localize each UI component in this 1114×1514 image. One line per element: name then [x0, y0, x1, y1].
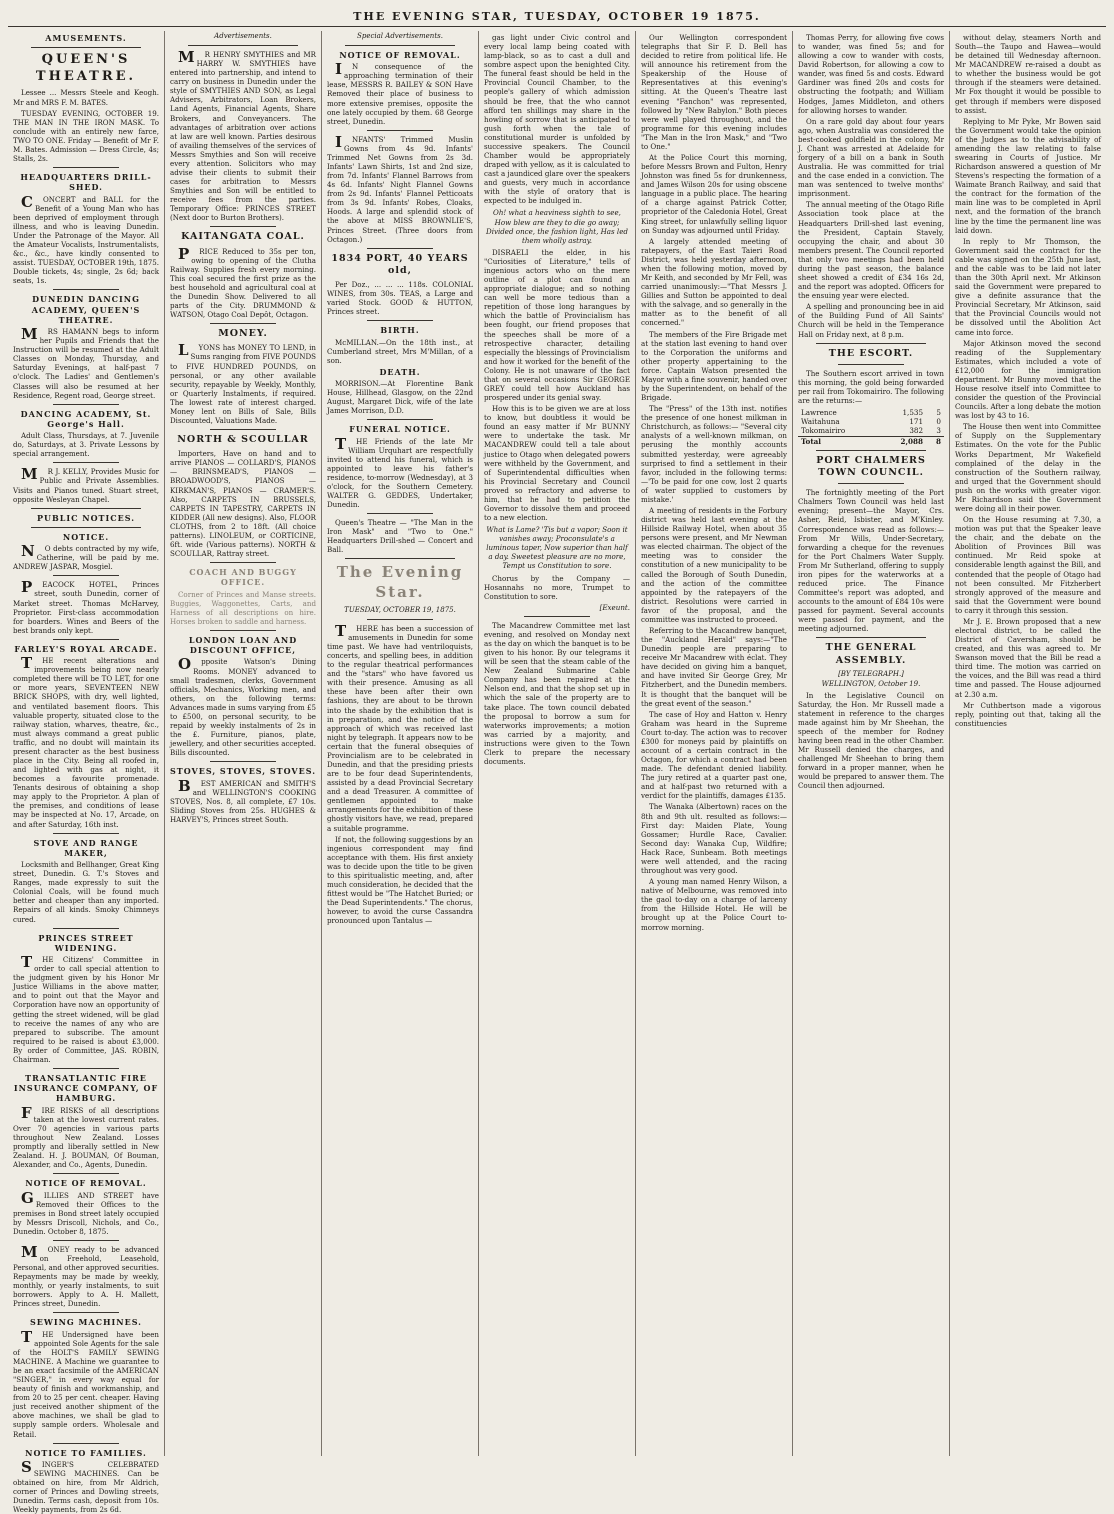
money-title: MONEY. — [218, 328, 268, 340]
article-2: On a rare gold day about four years ago, when Australia was considered the best-cooked goldfield in the colony, Mr J. Chant was arrested at Adelaide for forgery of a bill on a bank in South Australia. He was committed for trial and the case ended in a conviction. The man was sentenced to twelve months' imprisonment. — [798, 116, 944, 199]
table-row — [798, 426, 944, 436]
insurance-title: TRANSATLANTIC FIRE INSURANCE COMPANY, OF HAMBURG. — [13, 1073, 159, 1104]
verse-2: What is Lame? 'Tis but a vapor; Soon it vanishes away; Proconsulate's a luminous taper, Now superior than half a day. Sweetest pleasure are no more, Tempt us Constitution to sore. — [486, 525, 628, 571]
dateline: TUESDAY, OCTOBER 19, 1875. — [344, 605, 456, 614]
escort-table — [798, 408, 944, 446]
escort-place: Tokomairiro — [801, 426, 846, 436]
widening-title: PRINCES STREET WIDENING. — [38, 932, 134, 953]
article-2: Replying to Mr Pyke, Mr Bowen said the Government would take the opinion of the Judges as to the advisability of amending the law relating to false swearing in Courts of Justice. Mr Richardson answered a question of Mr Stevens's respecting the formation of a Waimate Branch Railway, and said that the contract for the formation of the main line was to be completed in April next, and the formation of the branch line by the time the permanent line was laid down. — [955, 116, 1101, 235]
article-1: without delay, steamers North and South—the Taupo and Hawea—would be detained till Wednesday afternoon. Mr MACANDREW re-raised a doubt as to whether the business would be got through if the steamers were detained. Mr Fox thought it would be possible to get through if members were disposed to assist. — [955, 33, 1101, 115]
escort-dwt: 0 — [936, 417, 941, 427]
stoves-title: STOVES, STOVES, STOVES. — [170, 766, 316, 777]
smythies-text: MR HENRY SMYTHIES and MR HARRY W. SMYTHIES have entered into partnership, and intend to carry on business in Dunedin under the style of SMYTHIES AND SON, as Legal Advisers, Arbitrators, Loan Brokers, Land Agents, Financial Agents, Share Brokers, and Conveyancers. The advantages of arbitration over actions at law are well known. Parties desirous of availing themselves of the services of Messrs Smythies and Son will receive every attention. Solicitors who may advise their clients to submit their cases for arbitration to Messrs Smythies and Son will be entitled to receive fees from the parties. Temporary Office: PRINCES STREET (Next door to Burton Brothers). — [170, 47, 316, 223]
funeral-text: THE Friends of the late Mr William Urquhart are respectfully invited to attend his funeral, which is appointed to leave his father's residence, to-morrow (Wednesday), at 3 o'clock, for the Southern Cemetery. WALTER G. GEDDES, Undertaker, Dunedin. — [327, 434, 473, 510]
theatre-text: TUESDAY EVENING, OCTOBER 19. THE MAN IN THE IRON MASK. To conclude with an entirely new farce, TWO TO ONE. Friday — Benefit of Mr F. M. Bates. Admission — Dress Circle, 4s; Stalls, 2s. — [13, 108, 159, 164]
article-6: On the House resuming at 7.30, a motion was put that the Speaker leave the chair, and the debate on the Abolition of Provinces Bill was continued. Mr Reid spoke at considerable length against the Bill, and contended that the people of Otago had not been consulted. Mr Fitzherbert strongly approved of the measure and said that the Government were bound to carry it through this session. — [955, 515, 1101, 615]
death-text: MORRISON.—At Florentine Bank House, Hillhead, Glasgow, on the 22nd August, Margaret Dick, wife of the late James Morrison, D.D. — [327, 379, 473, 416]
table-row — [798, 417, 944, 426]
masthead-title: THE EVENING STAR, TUESDAY, OCTOBER 19 1875. — [353, 9, 761, 23]
chorus: Chorus by the Company — Hosannahs no more, Trumpet to Constitution to sore. — [484, 573, 630, 601]
article-8: The case of Hoy and Hatton v. Henry Graham was heard in the Supreme Court to-day. The action was to recover £300 for moneys paid by plaintiffs on account of a certain contract in the Octagon, for which a contract had been made. The defendant denied liability. The jury retired at a quarter past one, and at half-past two returned with a verdict for the plaintiffs, damages £135. — [641, 709, 787, 801]
notice-text: NO debts contracted by my wife, Catherine, will be paid by me. ANDREW JASPAR, Mosgiel. — [13, 542, 159, 572]
column-3 — [322, 31, 479, 1456]
removal-text: GILLIES AND STREET have Removed their Offices to the premises in Bond street lately occupied by Messrs Driscoll, Nichols, and Co., Dunedin. October 8, 1875. — [13, 1188, 159, 1236]
article-4: The members of the Fire Brigade met at the station last evening to hand over to the Corporation the uniforms and other property appertaining to the force. Captain Watson presented the Mayor with a fine souvenir, handed over by the Superintendent, on behalf of the Brigade. — [641, 329, 787, 403]
escort-oz: 382 — [909, 426, 924, 436]
section-heading: Advertisements. — [214, 32, 272, 40]
funeral-title: FUNERAL NOTICE. — [349, 424, 451, 435]
stove-text: Locksmith and Bellhanger, Great King street, Dunedin. G. T.'s Stoves and Ranges, made expressly to suit the Colonial Coals, will be found much better and cheaper than any imported. Repairs of all kinds. Smoky Chimneys cured. — [13, 860, 159, 924]
column-5 — [636, 31, 793, 1456]
escort-oz: 1,535 — [902, 408, 924, 418]
article-3: A largely attended meeting of ratepayers, of the East Taieri Road District, was held yesterday afternoon, when the following motion, moved by Mr Keith, and seconded by Mr Fell, was carried unanimously:—"That Messrs J. Gillies and Sutton be appointed to deal with the salvage, and so generally in the matter as to the benefit of all concerned." — [641, 236, 787, 328]
peacock-text: PEACOCK HOTEL, Princes street, south Dunedin, corner of Market street. Thomas McHarvey, Proprietor. First-class accommodation for boarders. Wines and Beers of the best brands only kept. — [13, 578, 159, 635]
widening-text: THE Citizens' Committee in order to call special attention to the judgment given by his Honor Mr Justice Williams in the above matter, and to point out that the Mayor and Corporation have now an opportunity of getting the street widened, will be glad to receive the names of any who are prepared to subscribe. The amount required to be raised is about £3,000. By order of Committee, JAS. ROBIN, Chairman. — [13, 953, 159, 1064]
escort-total-dwt: 8 — [926, 436, 944, 446]
families-title: NOTICE TO FAMILIES. — [25, 1447, 147, 1458]
short-text: Queen's Theatre — "The Man in the Iron Mask" and "Two to One." Headquarters Drill-shed — Concert and Ball. — [327, 518, 473, 555]
coach-title: COACH AND BUGGY OFFICE. — [189, 567, 297, 588]
escort-place: Waitahuna — [801, 417, 840, 427]
council-title: PORT CHALMERS TOWN COUNCIL. — [816, 454, 926, 479]
table-row-total — [798, 436, 944, 446]
insurance-text: FIRE RISKS of all descriptions taken at the lowest current rates. Over 70 agencies in various parts throughout New Zealand. Losses promptly and liberally settled in New Zealand. H. J. BOUMAN, Of Bouman, Alexander, and Co., Agents, Dunedin. — [13, 1103, 159, 1170]
masthead — [8, 6, 1106, 27]
article-4: The Macandrew Committee met last evening, and resolved on Monday next as the day on which the banquet is to be given to his honor. By our telegrams it will be seen that the steam cable of the New Zealand Submarine Cable Company has been repaired at the Nelson end, and that the shop set up in which the sale of the property are to take place. The town council debated the proposal to borrow a sum for waterworks improvements; a motion was carried by a majority, and instructions were given to the Town Clerk to prepare the necessary documents. — [484, 620, 630, 767]
article-5: The "Press" of the 13th inst. notifies the presence of one honest milkman in Christchurch, as follows:— "Several city analysts of a well-known milkman, on perusing the monthly accounts submitted yesterday, were agreeably surprised to find a settlement in their favor, included in the following terms:—'To be paid for one cow, lost 2 quarts of water supplied to customers by mistake.' — [641, 404, 787, 504]
port-text: Per Doz., ... ... ... 118s. COLONIAL WINES, from 30s. TEAS, a Large and varied Stock. GOOD & HUTTON, Princes street. — [327, 279, 473, 317]
stoves-text: BEST AMERICAN and SMITH'S and WELLINGTON'S COOKING STOVES, Nos. 8, all complete, £7 10s. Sliding Stoves from 25s. HUGHES & HARVEY'S, Princes street South. — [170, 776, 316, 824]
article-5: The House then went into Committee of Supply on the Supplementary Estimates. On the vote for the Public Works Department, Mr Wakefield complained of the delay in the construction of the Southern railway, and urged that the Government should push on the works with greater vigor. Mr Richardson said the Government were doing all in their power. — [955, 422, 1101, 513]
article-6: A meeting of residents in the Forbury district was held last evening at the Hillside Railway Hotel, when about 35 persons were present, and Mr Newman was elected chairman. The object of the meeting was to consider the constitution of a new municipality to be called the Borough of South Dunedin, and the action of the committee appointed by the ratepayers of the district. Resolutions were carried in favor of the proposal, and the committee was instructed to proceed. — [641, 505, 787, 624]
coal-text: PRICE Reduced to 35s per ton, owing to opening of the Clutha Railway. Supplies fresh every morning. This coal secured the first prize as the best household and agricultural coal at the Dunedin Show. Delivered to all parts of the City. DRUMMOND & WATSON, Otago Coal Depôt, Octagon. — [170, 244, 316, 320]
money-text: MONEY ready to be advanced on Freehold, Leasehold, Personal, and other approved securities. Repayments may be made by weekly, monthly, or yearly instalments, to suit borrowers. Apply to A. H. Mallett, Princes street, Dunedin. — [13, 1242, 159, 1309]
column-6 — [793, 31, 950, 1456]
article-7: Referring to the Macandrew banquet, the "Auckland Herald" says:—"The Dunedin people are preparing to receive Mr Macandrew with éclat. They have decided on giving him a banquet, and have invited Sir George Grey, Mr Fitzherbert, and the Dunedin members. It is thought that the banquet will be the great event of the season." — [641, 626, 787, 708]
theatre-sub: Lessee ... Messrs Steele and Keogh. Mr and MRS F. M. BATES. — [13, 88, 159, 107]
kelly-text: MR J. KELLY, Provides Music for Public and Private Assemblies. Visits and Pianos tuned. Stuart street, opposite Wesleyan Chapel. — [13, 465, 159, 504]
section-heading: AMUSEMENTS. — [45, 33, 127, 43]
assembly-sub: [BY TELEGRAPH.] — [838, 669, 904, 678]
verse-1: Oh! what a heaviness sighth to see, How blew are they to die go away; Divided once, the fashion light, Has led them wholly astray. — [486, 208, 628, 245]
assembly-text: In the Legislative Council on Saturday, the Hon. Mr Russell made a statement in reference to the charges made against him by Mr Sheehan, the speech of the member for Rodney having been read in the other Chamber. Mr Russell denied the charges, and challenged Mr Sheehan to bring them forward in a proper manner, when he would be prepared to answer them. The Council then adjourned. — [798, 690, 944, 791]
escort-dwt: 3 — [936, 426, 941, 436]
column-7 — [950, 31, 1106, 1456]
theatre-title: QUEEN'S THEATRE. — [35, 52, 137, 84]
article-4: Major Atkinson moved the second reading of the Supplementary Estimates, which included a vote of £12,000 for the immigration department. Mr Bunny moved that the House resolve itself into Committee to consider the question of the Provincial Councils. After a long debate the motion was lost by 43 to 16. — [955, 338, 1101, 421]
article-3: The annual meeting of the Otago Rifle Association took place at the Headquarters Drill-shed last evening, the President, Captain Stavely, occupying the chair, and about 30 members present. The Council reported that only two meetings had been held during the past season, the balance sheet showed a credit of £34 16s 2d, and the report was adopted. Officers for the ensuing year were elected. — [798, 200, 944, 301]
article-1: gas light under Civic control and every local lamp being coated with lamp-black, so as to cast a dull and sombre aspect upon the benighted City. The funeral feast should be held in the Provincial Council Chamber, to the people's gallery of which admission should be free, that the who cannot afford ten shillings may share in the howling of sorrow that is anticipated to gush forth when the tale of constitutional murder is unfolded by successive speakers. The Council Chamber would be appropriately draped with yellow, as it is calculated to cast a jaundiced glare over the speakers and guests, very much in accordance with the style of oratory that is expected to be indulged in. — [484, 33, 630, 206]
article-2: DISRAELI the elder, in his "Curiosities of Literature," tells of ingenious actors who on the mere outline of a plot can found an appropriate dialogue; and so nothing can well be more tedious than a repetition of those long harangues by which the battle of Provincialism has been fought, our friend proposes that the speeches shall be more of a retrospective character, detailing especially the blessings of Provincialism and how it worked for the benefit of the Colony. He is not unaware of the fact that on several occasions Sir GEORGE GREY could tell how Auckland has prospered under its genial sway. — [484, 247, 630, 403]
families-text: SINGER'S CELEBRATED SEWING MACHINES. Can be obtained on hire, from Mr Aldrich, corner of Princes and Dowling streets, Dunedin. Terms cash, deposit from 10s. Weekly payments, from 2s 6d. — [13, 1457, 159, 1514]
escort-place: Lawrence — [801, 408, 837, 418]
article-2: If not, the following suggestions by an ingenious correspondent may find acceptance with them. His first anxiety was to decide upon the title to be given to this spiritualistic meeting, and, after much consideration, he decided that the fittest would be "The Hatchet Buried; or the Dead Superintendents." The chorus, however, to avoid the curse Cassandra pronounced upon Tantalus — — [327, 834, 473, 926]
arcade-text: THE recent alterations and improvements being now nearly completed there will be TO LET, for one or more years, SEVENTEEN NEW BRICK SHOPS, with dry, well lighted, and ventilated basement floors. This valuable property, situated close to the railway station, wharves, theatre, &c., must always command a great public traffic, and no doubt will maintain its present character as the best business place in the City. Being all roofed in, and lighted with gas at night, it becomes a favourite promenade. Tenants desirous of obtaining a shop may apply to the Proprietor. A plan of the premises, and conditions of lease may be inspected at No. 17, Arcade, on and after Saturday, 16th inst. — [13, 654, 159, 829]
section-heading: Special Advertisements. — [357, 32, 443, 40]
paper-title: The Evening Star. — [336, 563, 464, 601]
coach-text: Corner of Princes and Manse streets. Buggies, Waggonettes, Carts, and Harness of all descriptions on hire. Horses broken to saddle and harness. — [170, 589, 316, 626]
north-title: NORTH & SCOULLAR — [177, 434, 309, 446]
article-1: Thomas Perry, for allowing five cows to wander, was fined 5s; and for allowing a cow to wander with costs, David Robertson, for allowing a cow to wander, was fined 5s and costs. Edward Gardiner was fined 20s and costs for obstructing the footpath; and William Hodges, James Middleton, and others for allowing horses to wander. — [798, 33, 944, 115]
arcade-title: FARLEY'S ROYAL ARCADE. — [14, 643, 158, 654]
escort-title: THE ESCORT. — [828, 347, 914, 359]
sewing-text: THE Undersigned have been appointed Sole Agents for the sale of the HOLT'S FAMILY SEWING MACHINE. A Machine we guarantee to be an exact facsimile of the AMERICAN "SINGER," in every way equal for beauty of finish and workmanship, and from 20 to 25 per cent. cheaper. Having just received another shipment of the above machines, we shall be glad to supply sample orders. Wholesale and Retail. — [13, 1327, 159, 1439]
exeunt: [Exeunt. — [599, 602, 630, 612]
academy-title: DUNEDIN DANCING ACADEMY, QUEEN'S THEATRE. — [31, 294, 141, 325]
article-8: Mr Cuthbertson made a vigorous reply, pointing out that, taking all the constituencies — [955, 700, 1101, 728]
escort-total-label: Total — [798, 436, 880, 446]
drill-title: HEADQUARTERS DRILL-SHED. — [20, 172, 152, 193]
article-1: Our Wellington correspondent telegraphs that Sir F. D. Bell has decided to retire from political life. He will announce his retirement from the Speakership of the House of Representatives at this evening's sitting. At the Queen's Theatre last evening "Fanchon" was represented, followed by "New Babylon." Both pieces were well played throughout, and the programme for this evening includes "The Man in the Iron Mask," and "Two to One." — [641, 33, 787, 151]
public-heading: PUBLIC NOTICES. — [37, 512, 135, 523]
birth-text: McMILLAN.—On the 18th inst., at Cumberland street, Mrs M'Millan, of a son. — [327, 337, 473, 365]
drill-text: CONCERT and BALL for the Benefit of a Young Man who has been deprived of employment through illness, and who is leaving Dunedin. Under the Patronage of the Mayor. All the Amateur Vocalists, Instrumentalists, &c., &c., have kindly consented to assist. TUESDAY, OCTOBER 19th, 1875. Double tickets, 4s; single, 2s 6d; back seats, 1s. — [13, 192, 159, 286]
death-title: DEATH. — [379, 366, 421, 377]
removal-title: NOTICE OF REMOVAL. — [25, 1178, 147, 1189]
escort-oz: 171 — [909, 417, 924, 427]
article-1: THERE has been a succession of amusements in Dunedin for some time past. We have had ventriloquists, concerts, and spelling bees, in addition to the regular theatrical performances and the "stars" who have favored us with their presence. Amusing as all these have been after their own fashions, they are about to be thrown into the shade by the exhibition that is in preparation, and the notice of the approach of which was received last night by telegraph. It appears now to be certain that the funeral obsequies of Provincialism are to be celebrated in Dunedin, and that the presiding priests are to be four dead Superintendents, assisted by a dead Provincial Secretary and a dead Treasurer. A committee of gentlemen appointed to make arrangements for the exhibition of these ghostly visitors have, we read, prepared a suitable programme. — [327, 621, 473, 833]
academy-text: MRS HAMANN begs to inform her Pupils and Friends that the Instruction will be resumed at the Adult Classes on Monday, Thursday, and Saturday Evenings, at half-past 7 o'clock. The Ladies' and Gentlemen's Classes will also be resumed at her Residence, Regent road, George street. — [13, 325, 159, 400]
article-3: How this is to be given we are at loss to know, but doubtless it would be found an easy matter if Mr BUNNY were to undertake the task. Mr MACANDREW could tell a tale about justice to Otago when delegated powers were withheld by the Government, and of Superintendental difficulties when his Provincial Secretary and Council proved so refractory and adverse to him, that he had to petition the Governor to dissolve them and proceed to a new election. — [484, 404, 630, 523]
escort-intro: The Southern escort arrived in town this morning, the gold being forwarded per rail from Tokomairiro. The following are the returns:— — [798, 368, 944, 405]
assembly-dateline: WELLINGTON, October 19. — [821, 679, 921, 688]
infants-text: INFANTS' Trimmed Muslin Gowns from 4s 9d. Infants' Trimmed Net Gowns from 2s 3d. Infants' Lawn Shirts, 1st and 2nd size, from 7d. Infants' Flannel Barrows from 4s 6d. Infants' Night Flannel Gowns from 2s 9d. Infants' Flannel Petticoats from 3s 9d. Infants' Robes, Cloaks, Hoods. A large and splendid stock of the above at MISS BROWNLIE'S, Princes Street. (Three doors from Octagon.) — [327, 132, 473, 244]
table-row — [798, 408, 944, 417]
article-4: A spelling and pronouncing bee in aid of the Building Fund of All Saints' Church will be held in the Temperance Hall on Friday next, at 8 p.m. — [798, 302, 944, 339]
escort-dwt: 5 — [936, 408, 941, 418]
columns — [8, 31, 1106, 1514]
column-2 — [165, 31, 322, 1456]
assembly-title: THE GENERAL ASSEMBLY. — [825, 642, 917, 666]
coal-title: KAITANGATA COAL. — [181, 231, 305, 243]
notice-title: NOTICE. — [62, 531, 110, 542]
article-10: A young man named Henry Wilson, a native of Melbourne, was removed into the gaol to-day on a charge of larceny from the Hillside Hotel. He will be brought up at the Police Court to-morrow morning. — [641, 877, 787, 932]
birth-title: BIRTH. — [380, 325, 420, 336]
sewing-title: SEWING MACHINES. — [30, 1317, 142, 1328]
column-1 — [8, 31, 165, 1514]
escort-total-oz: 2,088 — [880, 436, 926, 446]
article-9: The Wanaka (Albertown) races on the 8th and 9th ult. resulted as follows:—First day: Maiden Plate, Young Gossamer; Hurdle Race, Cavalier. Second day: Wanaka Cup, Wildfire; Hack Race, Sunbeam. Both meetings were well attended, and the racing throughout was very good. — [641, 802, 787, 876]
stove-title: STOVE AND RANGE MAKER, — [33, 837, 139, 858]
article-2: At the Police Court this morning, before Messrs Brown and Fulton, Henry Johnston was fined 5s for drunkenness, and James Wilson 20s for using obscene language in a public place. The hearing of a charge against Patrick Cotter, proprietor of the Caledonia Hotel, Great King street, for unlawfully selling liquor on Sunday was adjourned until Friday. — [641, 153, 787, 235]
loan-title: LONDON LOAN AND DISCOUNT OFFICE, — [188, 634, 298, 656]
column-4 — [479, 31, 636, 1456]
council-text: The fortnightly meeting of the Port Chalmers Town Council was held last evening; present—the Mayor, Crs. Asher, Reid, Isbister, and M'Kinley. Correspondence was read as follows:—From Mr Wills, Under-Secretary, forwarding a cheque for the revenues for the Port Chalmers Water Supply. From Mr Sutherland, offering to supply iron pipes for the waterworks at a reduced price. The Finance Committee's report was adopted, and accounts to the amount of £84 10s were passed for payment. Several accounts were passed for payment, and the meeting adjourned. — [798, 488, 944, 634]
article-3: In reply to Mr Thomson, the Government said the contract for the cable was signed on the 25th June last, and the cable was to be laid not later than the 30th April next. Mr Atkinson said the Government were prepared to give a definite assurance that the Provincial Secretary, Mr Atkinson, said that the Provincial Councils would not be dissolved until the Abolition Act came into force. — [955, 236, 1101, 337]
north-text: Importers, Have on hand and to arrive PIANOS — COLLARD'S, PIANOS — BRINSMEAD'S, PIANOS — BROADWOOD'S, PIANOS — KIRKMAN'S, PIANOS — CRAMER'S. Also, CARPETS IN BRUSSELS, CARPETS IN TAPESTRY, CARPETS IN KIDDER (All new designs). Also, FLOOR CLOTHS, from 2 to 18ft. (All choice patterns). LINOLEUM, or CORTICINE, 6ft. wide (Various patterns). NORTH & SCOULLAR, Rattray street. — [170, 449, 316, 559]
money-text: LYONS has MONEY TO LEND, in Sums ranging from FIVE POUNDS to FIVE HUNDRED POUNDS, on personal, or any other available security, repayable by Weekly, Monthly, or Quarterly Instalments, if required. The lowest rate of interest charged. Money lent on Bills of Sale, Bills Discounted, Valuations Made. — [170, 341, 316, 425]
dancing-text: Adult Class, Thursdays, at 7. Juvenile do, Saturdays, at 3. Private Lessons by special arrangement. — [13, 431, 159, 459]
dancing-title: DANCING ACADEMY, St. George's Hall. — [20, 408, 152, 429]
port-title: 1834 PORT, 40 YEARS old, — [331, 252, 469, 276]
removal-text: IN consequence of the approaching termination of their lease, MESSRS R. BAILEY & SON Have Removed their place of business to more extensive premises, opposite the one lately occupied by them. 68 George street, Dunedin. — [327, 60, 473, 126]
article-7: Mr J. E. Brown proposed that a new electoral district, to be called the District of Caversham, should be created, and this was agreed to. Mr Swanson moved that the Bill be read a third time. The motion was carried on the voices, and the Bill was read a third time and passed. The House adjourned at 2.30 a.m. — [955, 616, 1101, 699]
removal-title: NOTICE OF REMOVAL. — [339, 49, 461, 60]
loan-text: Opposite Watson's Dining Rooms. MONEY advanced to small tradesmen, clerks, Government officials, Mechanics, Working men, and others, on the following terms: Advances made in sums varying from £5 to £500, on personal security, to be repaid by weekly instalments of 2s in the £. Furniture, pianos, plate, jewellery, and other securities accepted. Bills discounted. — [170, 655, 316, 758]
